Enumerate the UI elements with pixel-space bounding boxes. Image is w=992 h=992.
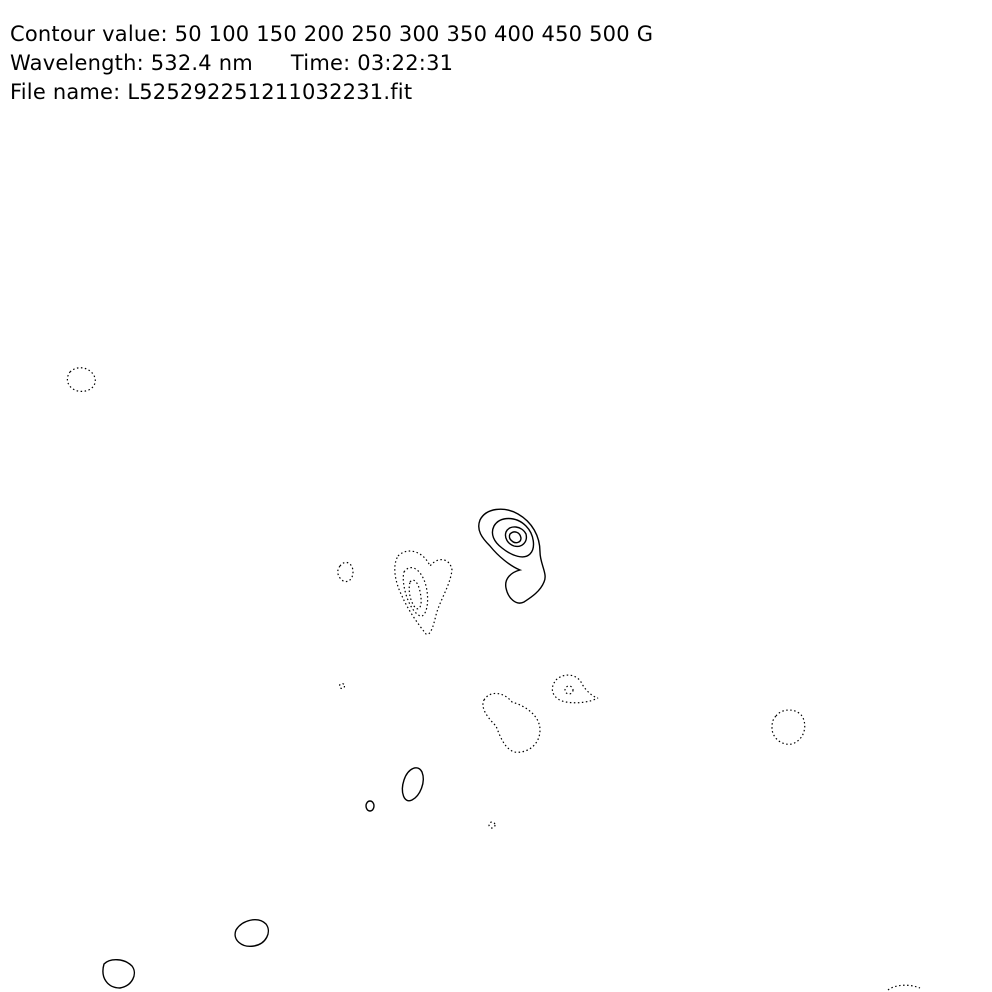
negative-contour [338, 562, 353, 581]
positive-contour [479, 509, 545, 603]
positive-contour [492, 519, 533, 557]
negative-contour [552, 675, 598, 703]
contour-unit: G [636, 22, 654, 46]
contour-label: Contour value: [10, 22, 168, 46]
positive-contour [402, 768, 423, 801]
negative-contour [565, 686, 573, 694]
file-label: File name: [10, 80, 121, 104]
negative-contour [403, 568, 427, 617]
negative-contour [340, 684, 345, 689]
negative-contour [772, 710, 805, 744]
time-value: 03:22:31 [357, 51, 454, 75]
positive-contour [235, 920, 268, 947]
negative-contour [489, 822, 495, 828]
positive-contour [103, 960, 134, 988]
contour-values: 50 100 150 200 250 300 350 400 450 500 [174, 22, 630, 46]
negative-contour [888, 985, 920, 990]
wavelength-label: Wavelength: [10, 51, 144, 75]
time-label: Time: [290, 51, 351, 75]
negative-contour [395, 551, 452, 634]
negative-contour [409, 580, 421, 609]
positive-contour [366, 801, 374, 811]
wavelength-value: 532.4 nm [150, 51, 253, 75]
positive-contour [509, 532, 521, 543]
file-value: L525292251211032231.fit [127, 80, 413, 104]
negative-contour [483, 693, 540, 752]
negative-contour [67, 368, 95, 392]
